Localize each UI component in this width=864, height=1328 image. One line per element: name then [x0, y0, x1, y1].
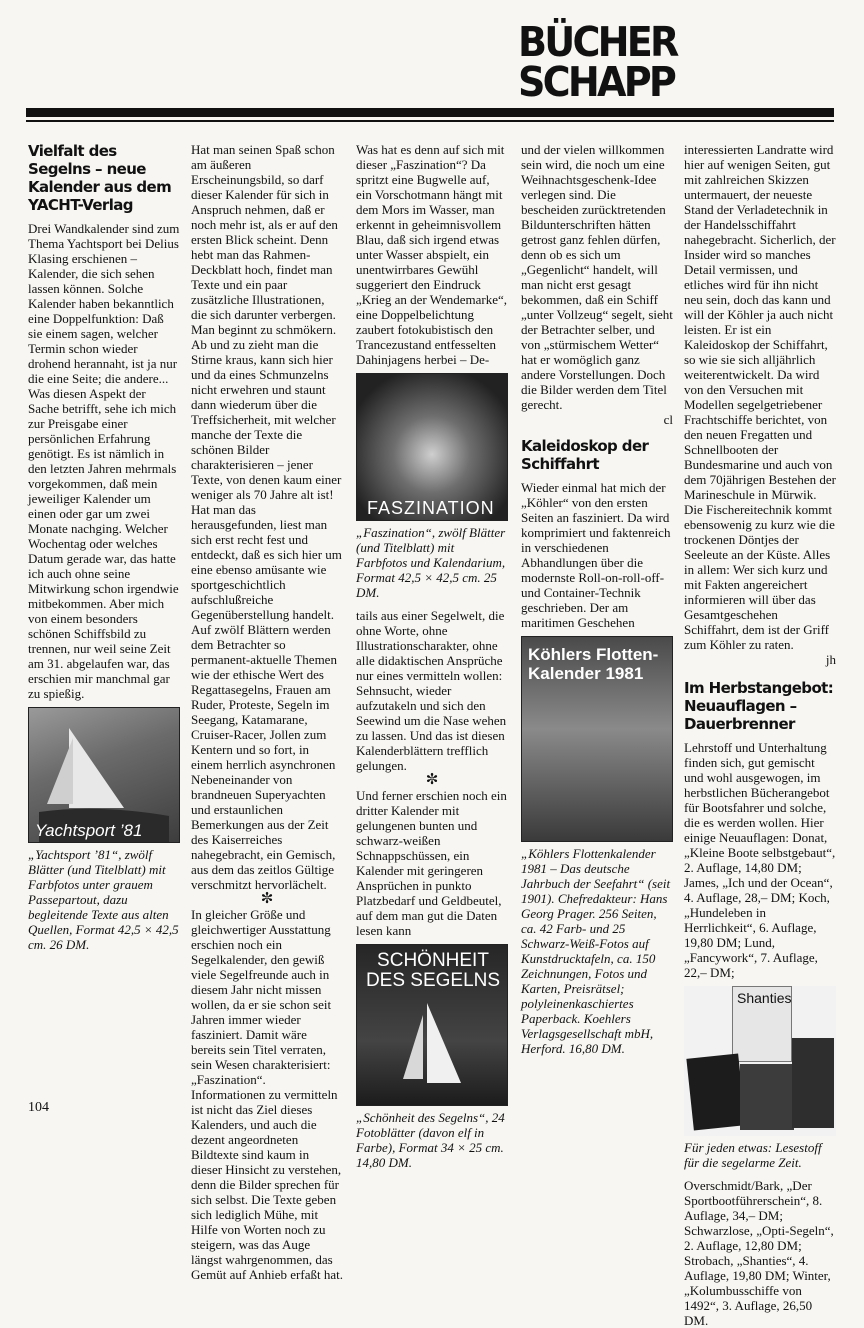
masthead	[518, 18, 677, 106]
column-5	[684, 142, 836, 1328]
yachtsport-photo-title: Yachtsport ’81	[35, 821, 143, 840]
book-cover-3	[792, 1038, 834, 1128]
koehler-photo-title: Köhlers Flotten-Kalender 1981	[528, 645, 659, 683]
article3-paragraph-2: Overschmidt/Bark, „Der Sportbootführerschein“, 8. Auflage, 34,– DM; Schwarzlose, „Opti-Segeln“, 2. Auflage, 12,80 DM; Strobach, „Shanties“, 4. Auflage, 19,80 DM; Winter, „Kolumbusschiffe von 1492“, 3. Auflage, 26,50 DM.	[684, 1178, 834, 1328]
article2-paragraph-1: Wieder einmal hat mich der „Köhler“ von den ersten Seiten an fasziniert. Da wird komprimiert und faktenreich in verschiedenen Abhandlungen über die modernste Roll-on-roll-off- und Container-Technik geschrieben. Der am maritimen Geschehen	[521, 480, 671, 630]
book-cover-2	[740, 1064, 794, 1130]
article3-headline: Im Herbstangebot: Neuauflagen – Dauerbrenner	[684, 679, 834, 733]
column-3	[356, 142, 508, 1178]
faszination-photo	[356, 373, 508, 521]
schoenheit-caption: „Schönheit des Segelns“, 24 Fotoblätter (davon elf in Farbe), Format 34 × 25 cm. 14,80 DM.	[356, 1110, 505, 1170]
article1-headline: Vielfalt des Segelns – neue Kalender aus dem YACHT-Verlag	[28, 142, 172, 214]
article1-paragraph-7: Und ferner erschien noch ein dritter Kalender mit gelungenen bunten und schwarz-weißen Schnappschüssen, ein Kalender mit geringeren Ansprüchen in punkto Platzbedarf und Geldbeutel, auf dem man gut die Daten lesen kann	[356, 788, 507, 938]
shanties-book-cover	[732, 986, 792, 1062]
books-caption: Für jeden etwas: Lesestoff für die segelarme Zeit.	[684, 1140, 822, 1170]
separator-ornament: ✼	[260, 891, 274, 907]
header-rule-thin	[26, 120, 834, 122]
article1-paragraph-1: Drei Wandkalender sind zum Thema Yachtsport bei Delius Klasing erschienen – Kalender, die sich sehen lassen können. Solche Kalender haben bekanntlich eine Doppelfunktion: Daß sie einem sagen, welcher Termin schon wieder drohend herannaht, ist ja nur die eine Seite; die andere... Was diesen Aspekt der Sache betrifft, sehe ich mich zur Preisgabe einer persönlichen Erfahrung genötigt. Es ist nämlich in den letzten Jahren mehrmals vorgekommen, daß mein jeweiliger Kalender um einen oder gar um zwei Monate nachging. Welcher Wochentag oder welches Datum gerade war, das hatte ich auch ohne seine Mitwirkung schon irgendwie mitbekommen. Aber mich von einem besonders schönen Schiffsbild zu trennen, nur weil seine Zeit am 31. abgelaufen war, das erschien mir manchmal gar zu spießig.	[28, 221, 180, 701]
masthead-line-2: SCHAPP	[518, 58, 675, 106]
white-sail-image	[357, 945, 508, 1105]
article3-paragraph-1: Lehrstoff und Unterhaltung finden sich, gut gemischt und wohl ausgewogen, im herbstlichen Bücherangebot für Bootsfahrer und solche, die es werden wollen. Hier einige Neuauflagen: Donat, „Kleine Boote selbstgebaut“, 2. Auflage, 14,80 DM; James, „Ich und der Ocean“, 4. Auflage, 28,– DM; Koch, „Hundeleben in Herrlichkeit“, 6. Auflage, 19,80 DM; Lund, „Fancywork“, 7. Auflage, 22,– DM;	[684, 740, 836, 980]
separator-ornament-2: ✼	[425, 772, 439, 788]
yachtsport-caption: „Yachtsport ’81“, zwölf Blätter (und Titelblatt) mit Farbfotos unter grauem Passepartout, dazu begleitende Texte aus alten Quellen, Format 42,5 × 42,5 cm. 26 DM.	[28, 847, 179, 952]
article2-headline: Kaleidoskop der Schiffahrt	[521, 437, 649, 473]
article2-signature: jh	[825, 652, 836, 667]
article1-paragraph-4: In gleicher Größe und gleichwertiger Ausstattung erschien noch ein Segelkalender, den gewiß viele Segelfreunde auch in diesem Jahr nicht missen wollen, da er sie schon seit Jahren immer wieder fasziniert. Damit wäre bereits sein Titel verraten, sein Wesen charakterisiert: „Faszination“. Informationen zu vermitteln ist nicht das Ziel dieses Kalenders, und auch die dezent angeordneten Bildtexte sind kaum in dieser Hinsicht zu verstehen, denn die Bilder sprechen für sich selbst. Die Texte geben sich lediglich Mühe, mit Hilfe von Worten noch zu steigern, was das Auge längst wahrgenommen, das Gemüt auf Anhieb erfaßt hat.	[191, 907, 343, 1282]
column-1	[28, 142, 180, 960]
schoenheit-photo-title: SCHÖNHEIT DES SEGELNS	[365, 950, 501, 991]
article1-paragraph-5: Was hat es denn auf sich mit dieser „Faszination“? Da spritzt eine Bugwelle auf, ein Vorschotmann hängt mit dem Mors im Wasser, man erkennt in geheimnisvollem Blau, daß sich irgend etwas unter Wasser abspielt, ein unentwirrbares Gewühl suggeriert den Eindruck „Krieg an der Wendemarke“, eine Doppelbelichtung zaubert fotokubistisch den Trancezustand entfesselten Dahinjagens herbei – De-	[356, 142, 508, 367]
page-number: 104	[28, 1100, 49, 1115]
faszination-photo-title: FASZINATION	[367, 498, 495, 518]
article2-paragraph-2: interessierten Landratte wird hier auf wenigen Seiten, gut mit zahlreichen Skizzen untermauert, der neueste Stand der Verladetechnik in der Handelsschiffahrt nahegebracht. Sicherlich, der Insider wird so manches Detail vermissen, und etliches wird für ihn nicht neu sein, doch das kann und will der Köhler ja auch nicht leisten. Er ist ein Kaleidoskop der Schiffahrt, so wie sie sich alljährlich weiterentwickelt. Da wird von den Versuchen mit Modellen segelgetriebener Frachtschiffe berichtet, von den neuen Fregatten und Schnellbooten der Bundesmarine und auch von dem 70jährigen Bestehen der Marineschule in Mürwik. Die Fischereitechnik kommt ebensowenig zu kurz wie die trockenen Döntjes der Seeleute an der Küste. Alles in allem: Wer sich kurz und mit Fakten angereichert informieren will über das Gesamtgeschehen Schiffahrt, dem ist der Griff zum Köhler zu raten.	[684, 142, 836, 652]
article1-paragraph-8: und der vielen willkommen sein wird, die noch um eine Weihnachtsgeschenk-Idee verlegen sind. Die bescheiden zurücktretenden Bildunterschriften hätten getrost ganz fehlen dürfen, denn ob es sich um „Gegenlicht“ handelt, will man nicht erst gesagt bekommen, daß ein Schiff „unter Vollzeug“ segelt, sieht der Betrachter selber, und von „stürmischem Wetter“ hat er womöglich ganz andere Vorstellungen. Doch die Bilder werden dem Titel gerecht.	[521, 142, 673, 412]
article1-signature: cl	[663, 412, 673, 427]
column-4	[521, 142, 673, 1064]
masthead-line-1: BÜCHER	[518, 18, 677, 66]
schoenheit-photo	[356, 944, 508, 1106]
header-rule-thick	[26, 108, 834, 117]
article1-paragraph-6: tails aus einer Segelwelt, die ohne Worte, ohne Illustrationscharakter, ohne alle didaktischen Ansprüche nur eines vermitteln wollen: Sehnsucht, wieder aufzutakeln und sich den Seewind um die Nase wehen zu lassen. Und das ist diesen Kalenderblättern trefflich gelungen.	[356, 608, 507, 773]
book-cover-1	[686, 1053, 745, 1130]
koehler-photo	[521, 636, 673, 842]
article1-paragraph-3: Hat man seinen Spaß schon am äußeren Erscheinungsbild, so darf dieser Kalender für sich in Anspruch nehmen, daß er noch mehr ist, als er auf den ersten Blick scheint. Denn hebt man das Rahmen-Deckblatt hoch, findet man Texte und ein paar zusätzliche Illustrationen, die sich darunter verbergen. Man beginnt zu schmökern. Ab und zu zieht man die Stirne kraus, kann sich hier und da eines Schmunzelns nicht erwehren und staunt dann wiederum über die Treffsicherheit, mit welcher manche der Texte die schönen Bilder charakterisieren – jener Texte, von denen kaum einer weniger als 70 Jahre alt ist! Hat man das herausgefunden, liest man sich erst recht fest und entdeckt, daß es sich hier um eine ebenso amüsante wie sportgeschichtlich aufschlußreiche Gegenüberstellung handelt. Auf zwölf Blättern werden dem Betrachter so permanent-aktuelle Themen wie der ethische Wert des Regattasegelns, Frauen am Ruder, Proteste, Segeln im Seegang, Katamarane, Cruiser-Racer, Jollen zum Kentern und so fort, in einem herrlich asynchronen Nebeneinander von brandneuen Superyachten und erstaunlichen Bemerkungen aus der Zeit des Kaiserreiches nahegebracht, ein Gemisch, aus dem das zeitlos Gültige verschmitzt hervorlächelt.	[191, 142, 342, 892]
faszination-caption: „Faszination“, zwölf Blätter (und Titelblatt) mit Farbfotos und Kalendarium, Format 42,5 × 42,5 cm. 25 DM.	[356, 525, 506, 600]
books-photo	[684, 986, 836, 1136]
yachtsport-photo	[28, 707, 180, 843]
column-2	[191, 142, 343, 1282]
koehler-caption: „Köhlers Flottenkalender 1981 – Das deutsche Jahrbuch der Seefahrt“ (seit 1901). Chefredakteur: Hans Georg Prager. 256 Seiten, ca. 42 Farb- und 25 Schwarz-Weiß-Fotos auf Kunstdrucktafeln, ca. 150 Zeichnungen, Fotos und Karten, Preisrätsel; polyleinenkaschiertes Paperback. Koehlers Verlagsgesellschaft mbH, Herford. 16,80 DM.	[521, 846, 671, 1056]
shanties-book-title: Shanties	[737, 990, 792, 1006]
